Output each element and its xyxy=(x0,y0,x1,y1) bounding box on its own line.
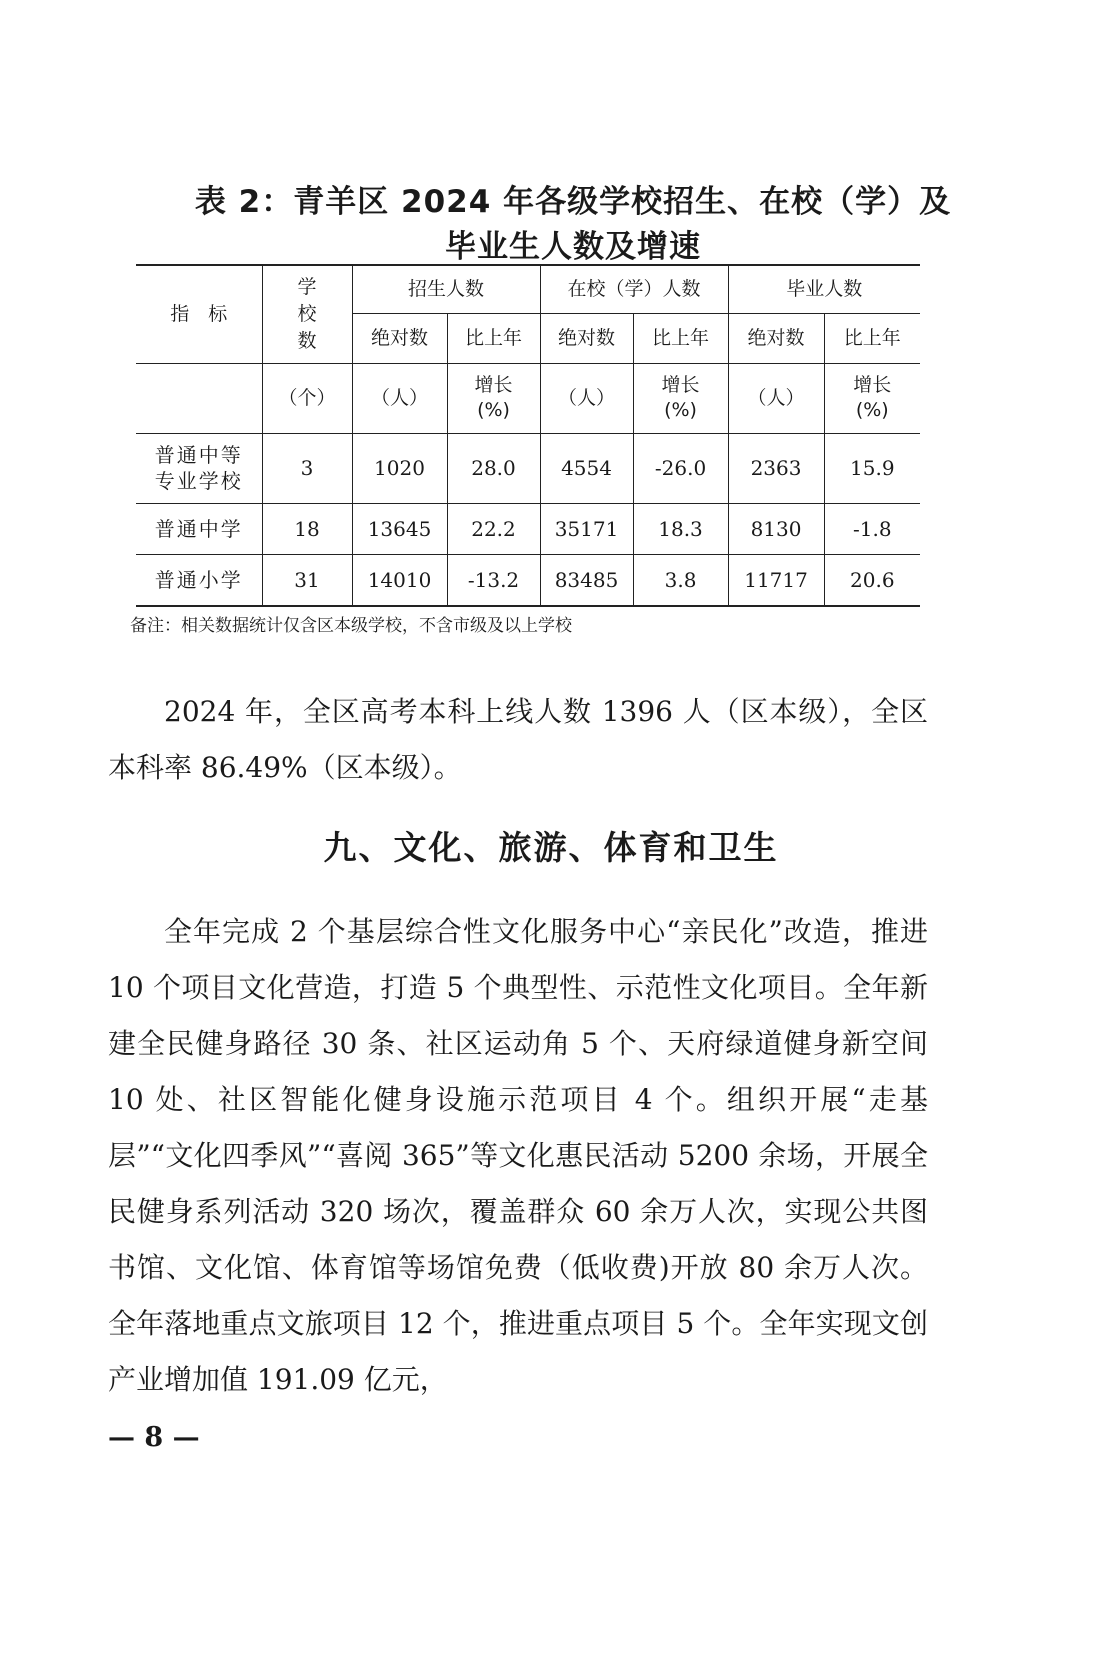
growth-unit: (%) xyxy=(664,399,697,421)
cell-enroll: 14010 xyxy=(352,554,447,606)
header-enrollment: 招生人数 xyxy=(352,265,540,313)
paragraph-gaokao: 2024 年，全区高考本科上线人数 1396 人（区本级），全区本科率 86.49%（区本级）。 xyxy=(108,695,928,784)
row-label xyxy=(136,433,262,503)
header-graduates: 毕业人数 xyxy=(728,265,920,313)
cell-grad-growth: 20.6 xyxy=(824,554,920,606)
cell-schools: 31 xyxy=(262,554,352,606)
row-label-line: 普通中等 xyxy=(154,443,243,467)
row-label: 普通小学 xyxy=(136,554,262,606)
cell-enroll: 1020 xyxy=(352,433,447,503)
header-absolute: 绝对数 xyxy=(540,313,633,363)
header-absolute: 绝对数 xyxy=(728,313,824,363)
cell-grad: 11717 xyxy=(728,554,824,606)
cell-schools: 3 xyxy=(262,433,352,503)
header-growth xyxy=(633,363,728,433)
growth-unit: (%) xyxy=(855,399,889,421)
section-heading: 九、文化、旅游、体育和卫生 xyxy=(323,828,779,867)
table-row xyxy=(136,554,920,606)
header-vs-last-year: 比上年 xyxy=(824,313,920,363)
header-schools-char: 校 xyxy=(297,302,317,325)
header-unit-people: （人） xyxy=(540,363,633,433)
row-label-line: 专业学校 xyxy=(154,469,243,493)
table-title-line2: 毕业生人数及增速 xyxy=(445,229,701,265)
header-unit-people: （人） xyxy=(728,363,824,433)
cell-in-school-growth: -26.0 xyxy=(633,433,728,503)
row-label: 普通中学 xyxy=(136,503,262,554)
growth-label: 增长 xyxy=(853,374,892,397)
cell-in-school: 4554 xyxy=(540,433,633,503)
table-row xyxy=(136,503,920,554)
paragraph-culture: 全年完成 2 个基层综合性文化服务中心“亲民化”改造，推进 10 个项目文化营造，打造 5 个典型性、示范性文化项目。全年新建全民健身路径 30 条、社区运动角 5 个、天府绿道健身新空间 10 处、社区智能化健身设施示范项目 4 个。组织开展“走基层”“文化四季风”“喜阅 365”等文化惠民活动 5200 余场，开展全民健身系列活动 320 场次，覆盖群众 60 余万人次，实现公共图书馆、文化馆、体育馆等场馆免费（低收费)开放 80 余万人次。全年落地重点文旅项目 12 个，推进重点项目 5 个。全年实现文创产业增加值 191.09 亿元， xyxy=(108,915,928,1396)
cell-grad: 2363 xyxy=(728,433,824,503)
header-unit-blank xyxy=(136,363,262,433)
growth-label: 增长 xyxy=(474,374,513,397)
cell-in-school-growth: 18.3 xyxy=(633,503,728,554)
cell-in-school-growth: 3.8 xyxy=(633,554,728,606)
table-row xyxy=(136,433,920,503)
page-number: — 8 — xyxy=(108,1422,200,1453)
table-title-line1: 表 2：青羊区 2024 年各级学校招生、在校（学）及 xyxy=(194,184,952,220)
header-growth xyxy=(447,363,540,433)
header-absolute: 绝对数 xyxy=(352,313,447,363)
cell-enroll-growth: 28.0 xyxy=(447,433,540,503)
header-schools-char: 数 xyxy=(297,329,317,352)
header-unit-count: （个） xyxy=(262,363,352,433)
cell-enroll: 13645 xyxy=(352,503,447,554)
cell-schools: 18 xyxy=(262,503,352,554)
header-vs-last-year: 比上年 xyxy=(447,313,540,363)
table-note: 备注：相关数据统计仅含区本级学校，不含市级及以上学校 xyxy=(130,616,572,636)
header-unit-people: （人） xyxy=(352,363,447,433)
header-growth xyxy=(824,363,920,433)
school-stats-table xyxy=(136,264,920,607)
cell-grad: 8130 xyxy=(728,503,824,554)
header-vs-last-year: 比上年 xyxy=(633,313,728,363)
header-schools-char: 学 xyxy=(297,276,317,299)
growth-label: 增长 xyxy=(661,374,700,397)
cell-enroll-growth: -13.2 xyxy=(447,554,540,606)
header-indicator: 指 标 xyxy=(136,265,262,363)
header-in-school: 在校（学）人数 xyxy=(540,265,728,313)
cell-grad-growth: 15.9 xyxy=(824,433,920,503)
cell-grad-growth: -1.8 xyxy=(824,503,920,554)
cell-enroll-growth: 22.2 xyxy=(447,503,540,554)
growth-unit: (%) xyxy=(477,399,510,421)
header-schools xyxy=(262,265,352,363)
cell-in-school: 83485 xyxy=(540,554,633,606)
cell-in-school: 35171 xyxy=(540,503,633,554)
